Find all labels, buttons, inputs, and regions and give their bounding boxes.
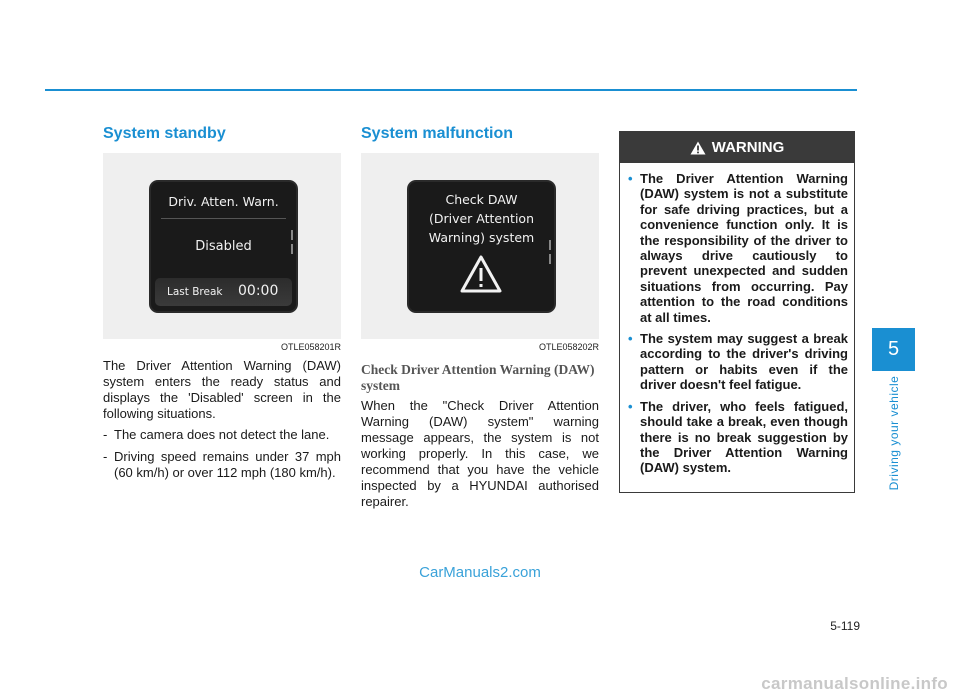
warning-header: [620, 132, 854, 163]
display-message-line: Check DAW: [445, 192, 518, 207]
section-system-malfunction: [361, 125, 599, 510]
display-scroll-mark: [291, 244, 293, 254]
bullet-icon: •: [628, 171, 633, 186]
display-message-line: (Driver Attention: [428, 211, 534, 226]
warning-triangle-icon: [459, 254, 503, 294]
warning-item-text: The driver, who feels fatigued, should take a break, even though there is no break suggestion by the Driver Attention Warning (DAW) system.: [640, 398, 848, 476]
bullet-icon: •: [628, 398, 633, 414]
last-break-time: 00:00: [238, 283, 279, 299]
warning-item: [628, 399, 848, 476]
standby-display-figure: [103, 153, 341, 339]
cluster-display-standby: [151, 182, 296, 311]
warning-item: [628, 171, 848, 325]
section-heading-standby: System standby: [103, 125, 226, 142]
page-number: 5-119: [830, 619, 860, 633]
malfunction-body: When the "Check Driver Attention Warning (DAW) system" warning message appears, the system is not working properly. In this case, we recommend that you have the vehicle inspected by a HYUNDAI authorised repairer.: [361, 398, 599, 509]
watermark-corner: carmanualsonline.info: [761, 674, 948, 693]
display-message: [409, 190, 554, 247]
display-scroll-mark: [549, 254, 551, 264]
display-status: Disabled: [195, 239, 252, 254]
chapter-title: Driving your vehicle: [887, 375, 901, 491]
figure-code: OTLE058202R: [538, 342, 599, 352]
standby-conditions-list: [103, 427, 341, 481]
section-heading-malfunction: System malfunction: [361, 125, 514, 142]
display-divider: [161, 218, 286, 219]
display-message-line: Warning) system: [428, 230, 535, 245]
figure-code: OTLE058201R: [280, 342, 341, 352]
standby-body: [103, 358, 341, 481]
section-system-standby: [103, 125, 341, 487]
chapter-number-tab: 5: [872, 328, 915, 371]
warning-item-text: The Driver Attention Warning (DAW) system is not a substitute for safe driving practices, but a convenience function only. It is the responsibility of the driver to always drive cautiously to prevent unexpected and sudden situations from occurring. Pay attention to the road conditions at all times.: [640, 171, 848, 325]
warning-item-text: The system may suggest a break according to the driver's driving pattern or habits even if the driver doesn't feel fatigue.: [640, 331, 848, 393]
cluster-display-malfunction: [409, 182, 554, 311]
list-item: - The camera does not detect the lane.: [103, 427, 341, 443]
bullet-icon: •: [628, 331, 633, 347]
display-scroll-mark: [291, 230, 293, 240]
warning-title: WARNING: [711, 139, 785, 156]
standby-intro: The Driver Attention Warning (DAW) system enters the ready status and displays the 'Disabled' screen in the following situations.: [103, 358, 341, 421]
display-title: Driv. Atten. Warn.: [168, 194, 279, 209]
top-rule: [45, 89, 857, 91]
subheading-check-daw: Check Driver Attention Warning (DAW) system: [361, 362, 595, 393]
warning-list: [620, 171, 854, 476]
list-item: - Driving speed remains under 37 mph (60 km/h) or over 112 mph (180 km/h).: [103, 449, 341, 481]
last-break-label: Last Break: [167, 286, 223, 298]
warning-triangle-icon: [690, 141, 706, 155]
malfunction-display-figure: [361, 153, 599, 339]
warning-item: [628, 331, 848, 393]
watermark-link[interactable]: CarManuals2.com: [419, 564, 541, 581]
warning-box: [619, 131, 855, 493]
display-scroll-mark: [549, 240, 551, 250]
last-break-bar: [155, 278, 292, 306]
